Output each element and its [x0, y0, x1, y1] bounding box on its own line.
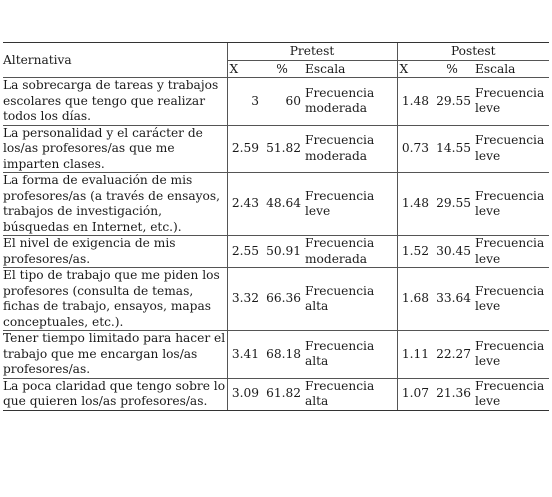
- cell-pre-pct: 60: [261, 78, 303, 126]
- cell-alternativa: La personalidad y el carácter de los/as profesores/as que me imparten clases.: [3, 125, 227, 173]
- cell-post-escala: Frecuencia leve: [473, 125, 549, 173]
- table-row: [3, 378, 549, 410]
- cell-post-pct: 29.55: [431, 173, 473, 236]
- cell-post-x: 1.07: [397, 378, 431, 410]
- table-row: [3, 331, 549, 379]
- cell-alternativa: La sobrecarga de tareas y trabajos escolares que tengo que realizar todos los días.: [3, 78, 227, 126]
- header-post-pct: %: [446, 61, 458, 76]
- table-row: [3, 125, 549, 173]
- header-postest: Postest: [397, 43, 549, 61]
- cell-pre-x: 3.32: [227, 268, 261, 331]
- cell-alternativa: El tipo de trabajo que me piden los profesores (consulta de temas, fichas de trabajo, ensayos, mapas conceptuales, etc.).: [3, 268, 227, 331]
- cell-post-escala: Frecuencia leve: [473, 331, 549, 379]
- cell-pre-pct: 48.64: [261, 173, 303, 236]
- header-row-groups: [3, 43, 549, 61]
- cell-pre-pct: 68.18: [261, 331, 303, 379]
- cell-post-pct: 21.36: [431, 378, 473, 410]
- cell-post-x: 1.48: [397, 173, 431, 236]
- header-pre-x: X: [227, 60, 261, 78]
- cell-post-x: 0.73: [397, 125, 431, 173]
- cell-post-escala: Frecuencia leve: [473, 78, 549, 126]
- cell-pre-x: 3: [227, 78, 261, 126]
- table-row: [3, 78, 549, 126]
- cell-alternativa: Tener tiempo limitado para hacer el trabajo que me encargan los/as profesores/as.: [3, 331, 226, 376]
- cell-pre-pct: 50.91: [261, 236, 303, 268]
- header-pre-pct: %: [276, 61, 288, 76]
- cell-post-pct: 29.55: [431, 78, 473, 126]
- cell-post-pct: 33.64: [431, 268, 473, 331]
- cell-pre-pct: 51.82: [261, 125, 303, 173]
- header-alternativa: Alternativa: [3, 43, 227, 78]
- cell-alternativa: El nivel de exigencia de mis profesores/as.: [3, 236, 227, 268]
- cell-post-pct: 14.55: [431, 125, 473, 173]
- cell-post-pct: 22.27: [431, 331, 473, 379]
- cell-pre-x: 3.41: [227, 331, 261, 379]
- cell-post-escala: Frecuencia leve: [473, 173, 549, 236]
- cell-pre-escala: Frecuencia moderada: [303, 78, 397, 126]
- cell-pre-escala: Frecuencia alta: [303, 268, 397, 331]
- cell-post-x: 1.68: [397, 268, 431, 331]
- cell-pre-escala: Frecuencia moderada: [303, 236, 397, 268]
- cell-post-x: 1.48: [397, 78, 431, 126]
- cell-pre-pct: 66.36: [261, 268, 303, 331]
- header-pretest: Pretest: [227, 43, 397, 61]
- cell-post-escala: Frecuencia leve: [473, 378, 549, 410]
- cell-pre-x: 2.59: [227, 125, 261, 173]
- header-pre-escala: Escala: [305, 61, 346, 76]
- cell-pre-x: 2.55: [227, 236, 261, 268]
- cell-post-escala: Frecuencia leve: [473, 268, 549, 331]
- cell-pre-escala: Frecuencia leve: [303, 173, 397, 236]
- header-post-escala: Escala: [475, 61, 516, 76]
- table-row: [3, 268, 549, 331]
- cell-pre-pct: 61.82: [261, 378, 303, 410]
- cell-pre-escala: Frecuencia alta: [303, 378, 397, 410]
- cell-pre-x: 2.43: [227, 173, 261, 236]
- cell-pre-escala: Frecuencia alta: [303, 331, 397, 379]
- cell-pre-x: 3.09: [227, 378, 261, 410]
- cell-alternativa: La poca claridad que tengo sobre lo que quieren los/as profesores/as.: [3, 378, 226, 408]
- table-row: [3, 173, 549, 236]
- cell-alternativa: La forma de evaluación de mis profesores/as (a través de ensayos, trabajos de investigación, búsquedas en Internet, etc.).: [3, 173, 227, 236]
- stress-table: [3, 42, 549, 411]
- cell-post-x: 1.11: [397, 331, 431, 379]
- cell-post-escala: Frecuencia leve: [473, 236, 549, 268]
- header-post-x: X: [397, 60, 431, 78]
- cell-pre-escala: Frecuencia moderada: [303, 125, 397, 173]
- table-row: [3, 236, 549, 268]
- cell-post-pct: 30.45: [431, 236, 473, 268]
- cell-post-x: 1.52: [397, 236, 431, 268]
